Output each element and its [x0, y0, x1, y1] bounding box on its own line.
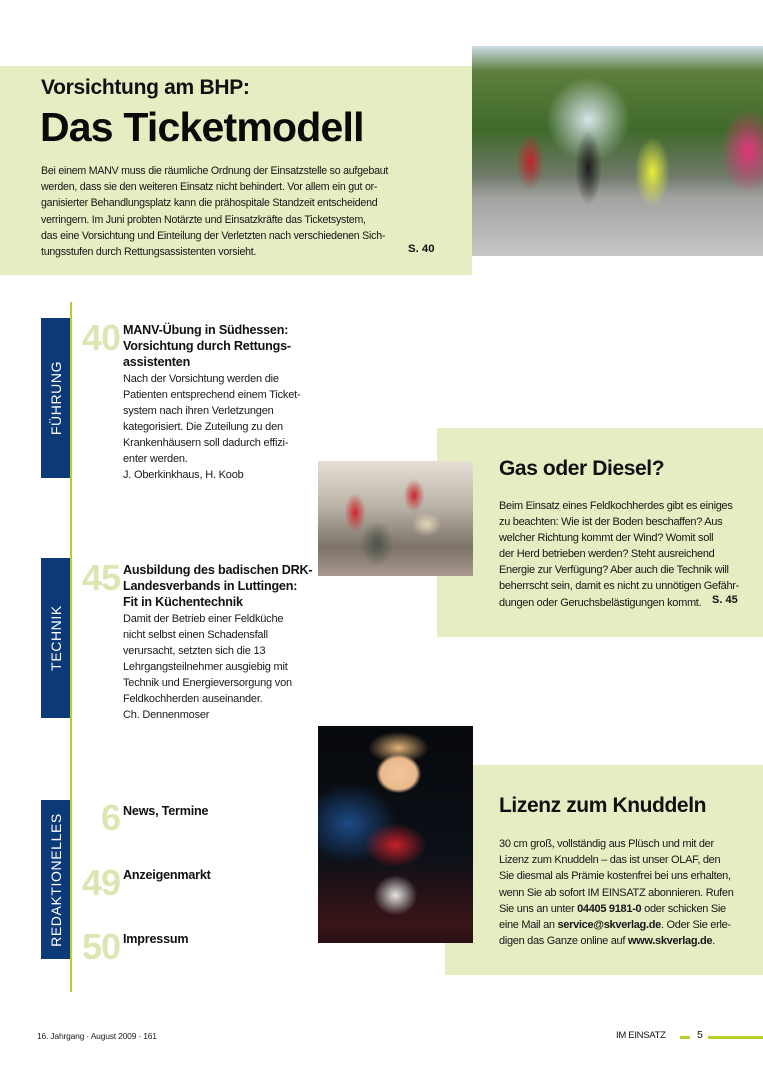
- teaser-line: verringern. Im Juni probten Notärzte und Einsatzkräfte das Ticketsystem,: [41, 213, 366, 226]
- teaser-line: Sie diesmal als Prämie kostenfrei bei uns erhalten,: [499, 870, 731, 883]
- toc-page-number: 45: [81, 557, 120, 598]
- email-link[interactable]: service@skverlag.de: [557, 919, 661, 932]
- text: Sie uns an unter: [499, 902, 578, 915]
- title-line: Vorsichtung durch Rettungs-: [123, 339, 291, 353]
- teaser-line: Bei einem MANV muss die räumliche Ordnung der Einsatzstelle so aufgebaut: [41, 165, 389, 177]
- body-line: Patienten entsprechend einem Ticket-: [123, 389, 301, 401]
- teaser-line: zu beachten: Wie ist der Boden beschaffen? Aus: [499, 516, 723, 529]
- teaser-line: Beim Einsatz eines Feldkochherdes gibt es einiges: [499, 500, 733, 512]
- teaser-line: 30 cm groß, vollständig aus Plüsch und mit der: [499, 838, 714, 850]
- toc-page-number: 40: [81, 317, 120, 358]
- body-line: verursacht, setzten sich die 13: [123, 645, 266, 657]
- toc-page-number: 6: [100, 797, 120, 838]
- body-line: Feldkochherden auseinander.: [123, 693, 263, 705]
- teaser-line: werden, dass sie den weiteren Einsatz nicht behindert. Vor allem ein gut or-: [41, 181, 378, 194]
- gas-page-ref[interactable]: S. 45: [712, 594, 738, 606]
- title-line: MANV-Übung in Südhessen:: [123, 323, 289, 337]
- teaser-line: [499, 901, 754, 917]
- olaf-feature-teaser: [499, 836, 754, 949]
- body-line: kategorisiert. Die Zuteilung zu den: [123, 421, 283, 433]
- teaser-line: beherrscht sein, damit es nicht zu unnötigen Gefähr-: [499, 580, 739, 593]
- page-number: 5: [697, 1029, 703, 1041]
- toc-entry-news[interactable]: News, Termine: [123, 804, 209, 818]
- teaser-line: [499, 933, 754, 949]
- text: digen das Ganze online auf: [499, 935, 628, 948]
- text: . Oder Sie erle-: [660, 919, 731, 932]
- section-label: REDAKTIONELLES: [47, 812, 64, 947]
- toc-entry-title[interactable]: [123, 322, 291, 370]
- olaf-feature-title: Lizenz zum Knuddeln: [499, 794, 707, 817]
- toc-entry-body: [123, 611, 313, 723]
- toc-authors: J. Oberkinkhaus, H. Koob: [123, 469, 244, 481]
- text: eine Mail an: [499, 919, 558, 932]
- toc-entry-body: [123, 371, 313, 483]
- body-line: Krankenhäusern soll dadurch effizi-: [123, 437, 289, 449]
- title-line: assistenten: [123, 355, 191, 369]
- body-line: system nach ihren Verletzungen: [123, 405, 274, 417]
- teaser-line: Lizenz zum Knuddeln – das ist unser OLAF, den: [499, 854, 721, 867]
- feature-teaser: [41, 163, 441, 260]
- teaser-line: welcher Richtung kommt der Wind? Womit soll: [499, 532, 714, 545]
- body-line: Technik und Energieversorgung von: [123, 677, 292, 689]
- magazine-name: IM EINSATZ: [616, 1030, 666, 1041]
- olaf-plush-toy-photo: [318, 726, 473, 943]
- issue-info: 16. Jahrgang · August 2009 · 161: [37, 1031, 157, 1041]
- body-line: Damit der Betrieb einer Feldküche: [123, 613, 284, 625]
- phone-number[interactable]: 04405 9181-0: [577, 902, 642, 915]
- rail-divider: [70, 302, 72, 992]
- toc-page-number: 49: [81, 862, 120, 903]
- body-line: nicht selbst einen Schadensfall: [123, 629, 268, 641]
- teaser-line: tungsstufen durch Rettungsassistenten vorsieht.: [41, 246, 257, 259]
- feature-page-ref[interactable]: S. 40: [408, 243, 435, 255]
- rescue-exercise-photo: [472, 46, 763, 256]
- toc-authors: Ch. Dennenmoser: [123, 709, 210, 721]
- toc-entry-anzeigenmarkt[interactable]: Anzeigenmarkt: [123, 868, 211, 882]
- field-kitchen-photo: [318, 461, 473, 576]
- footer-accent-bar: [708, 1036, 763, 1039]
- teaser-line: Energie zur Verfügung? Aber auch die Technik will: [499, 564, 729, 577]
- body-line: enter werden.: [123, 453, 188, 465]
- teaser-line: das eine Vorsichtung und Einteilung der Verletzten nach verschiedenen Sich-: [41, 229, 386, 242]
- body-line: Lehrgangsteilnehmer ausgiebig mit: [123, 661, 288, 673]
- title-line: Ausbildung des badischen DRK-: [123, 563, 313, 577]
- section-tab-fuehrung: [41, 318, 70, 478]
- feature-title: Das Ticketmodell: [40, 104, 364, 150]
- section-label: FÜHRUNG: [47, 360, 64, 436]
- gas-feature-title: Gas oder Diesel?: [499, 457, 665, 480]
- title-line: Fit in Küchentechnik: [123, 595, 243, 609]
- body-line: Nach der Vorsichtung werden die: [123, 373, 279, 385]
- section-tab-technik: [41, 558, 70, 718]
- teaser-line: ganisierter Behandlungsplatz kann die prähospitale Standzeit entscheidend: [41, 197, 378, 210]
- toc-entry-title[interactable]: [123, 562, 312, 610]
- text: .: [712, 935, 716, 948]
- teaser-line: wenn Sie ab sofort IM EINSATZ abonnieren. Rufen: [499, 886, 734, 899]
- section-tab-redaktionelles: [41, 800, 70, 959]
- teaser-line: der Herd betrieben werden? Steht ausreichend: [499, 548, 715, 561]
- website-link[interactable]: www.skverlag.de: [627, 935, 713, 948]
- section-label: TECHNIK: [47, 605, 64, 671]
- footer-accent-dash: [680, 1036, 690, 1039]
- toc-page-number: 50: [81, 926, 120, 967]
- teaser-line: [499, 917, 754, 933]
- feature-kicker: Vorsichtung am BHP:: [41, 76, 250, 99]
- title-line: Landesverbands in Luttingen:: [123, 579, 298, 593]
- text: oder schicken Sie: [641, 902, 726, 915]
- teaser-line: dungen oder Geruchsbelästigungen kommt.: [499, 596, 702, 609]
- toc-entry-impressum[interactable]: Impressum: [123, 932, 189, 946]
